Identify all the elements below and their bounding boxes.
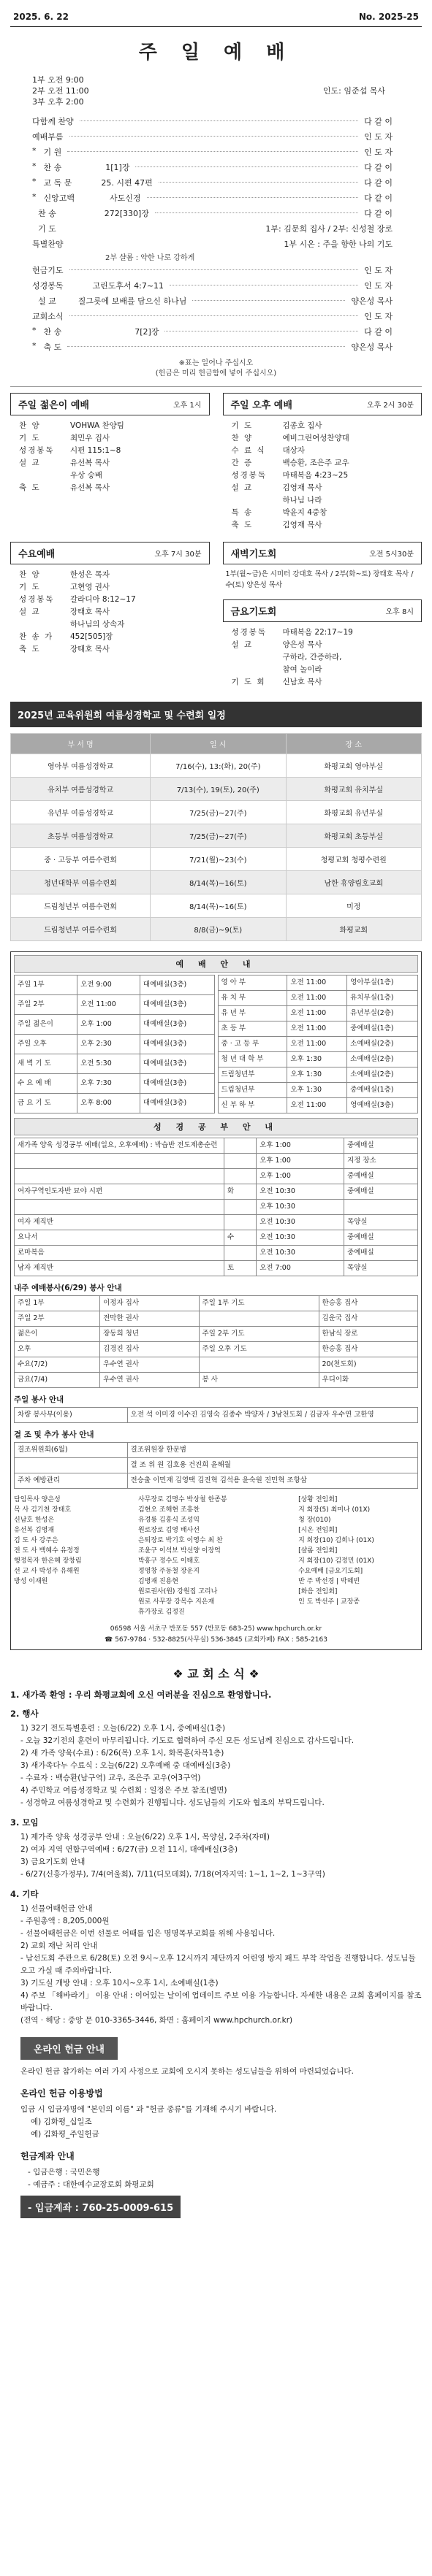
news-heading: 3. 모임 [10, 1817, 39, 1828]
service-time-3: 3부 오후 2:00 [32, 97, 84, 107]
account-title: 헌금계좌 안내 [20, 2151, 75, 2161]
table-row: 오후 1:00 중예배실 [15, 1169, 418, 1184]
table-row: 유치부 여름성경학교 7/13(수), 19(토), 20(주) 화평교회 유치부실 [11, 778, 422, 801]
table-row: 신 부 하 부 오전 11:00 영예배실(3층) [218, 1098, 418, 1113]
schedule-title: 2025년 교육위원회 여름성경학교 및 수련회 일정 [10, 702, 422, 727]
table-row: 중 · 고 등 부 오전 11:00 소예배실(2층) [218, 1037, 418, 1052]
table-row: 요나서 수 오전 10:30 중예배실 [15, 1230, 418, 1246]
order-item: * 기 원 인 도 자 [32, 145, 393, 157]
table-row: 금요(7/4) 우수연 권사 봉 사 우디이화 [15, 1373, 418, 1388]
news-heading: 1. 새가족 환영 : 우리 화평교회에 오신 여러분을 진심으로 환영합니다. [10, 1690, 272, 1700]
table-row: 유 년 부 오전 11:00 유년부실(2층) [218, 1006, 418, 1021]
study-guide-table [14, 1138, 418, 1276]
church-phone: ☎ 567-9784 · 532-8825(사무실) 536-3845 (교회카페) FAX : 585-2163 [105, 1636, 327, 1644]
table-row: 초 등 부 오전 11:00 중예배실(1층) [218, 1021, 418, 1037]
table-row: 차량 봉사부(이용) 오전 석 이미경 이수진 김영숙 김종수 박양자 / 3남천도회 / 김금자 우수연 고한영 [15, 1408, 418, 1423]
table-row: 결조위원회(6월) 결조위원장 한문범 [15, 1443, 418, 1458]
table-row: 주일 1부 이정자 집사 주일 1부 기도 한승홍 집사 [15, 1296, 418, 1311]
dawn-friday: 새벽기도회 오전 5시30분 1부(월~금)은 시미터 강대호 목사 / 2부(화~토) 장태호 목사 / 수(토) 양은성 목사 금요기도회 오후 8시 성경봉독 마태복음 22:17~19 설 교 양은성 목사 구하라, 간증하라, 참여 놀이라 기 도 회 신남호 목사 [223, 542, 422, 689]
online-how-title: 온라인 헌금 이용방법 [20, 2088, 103, 2098]
service-leader: 인도: 임준섭 목사 [322, 86, 385, 96]
guide-box [10, 951, 422, 1650]
wednesday-service: 수요예배 오후 7시 30분 찬 양 한성은 목자 기 도 고현영 권사 성경봉독 갈라디아 8:12~17 설 교 장태호 목사 하나님의 상속자 찬 송 가 452[505]장 축 도 장태호 목사 [10, 542, 210, 689]
table-row: 초등부 여름성경학교 7/25(금)~27(주) 화평교회 초등부실 [11, 824, 422, 848]
table-row: 청 년 대 학 부 오후 1:30 소예배실(2층) [218, 1052, 418, 1067]
table-row: 주일 젊은이 오후 1:00 대예배실(3층) [15, 1015, 215, 1035]
order-item: 특별찬양 1부 시온 : 주을 향한 나의 기도 [32, 239, 393, 249]
worship-notes: ※표는 일어나 주십시오 (헌금은 미리 헌금함에 넣어 주십시오) [155, 359, 277, 377]
order-item: 기 도 1부: 김문희 집사 / 2부: 신성철 장로 [38, 223, 393, 234]
online-intro: 온라인 헌금 참가하는 여러 가지 사정으로 교회에 오시지 못하는 성도님들을 위하여 마련되었습니다. [20, 2067, 354, 2076]
divider [10, 386, 422, 387]
staff-directory: 담임목사 양은성 목 사 김기천 장태호 신남호 한성은 유선복 김영재 김 도 사 강주은 전 도 사 백혜수 유정정 행정목자 한은혜 장창림 선 교 사 박성주 유해원 방성 이재원 사무장로 김명수 박상철 한종봉 김현오 조해현 조흥찬 유경룡 김홍식 조성익 원로장로 김영 배사선 은퇴장로 박기호 이영수 최 찬 조윤구 이석보 박선양 이장억 박홍구 정수도 이태호 정영창 주동철 장운지 김병재 진용현 원로권사(원) 강원집 고리나 원로 사무장 강목수 지은재 휴가장로 김정진 [상황 전임회] 지 회장(5) 최미나 (01X) 청 장(010) [시온 전임회] 지 회장(10) 김희나 (01X) [샬롬 전임회] 지 회장(10) 김정민 (01X) 수요예배 [금요기도회] 반 주 박선경 | 박혜빈 [화음 전임회] 인 도 박선주 | 교장종 [14, 1496, 374, 1616]
table-row: 수 요 예 배 오후 7:30 대예배실(3층) [15, 1074, 215, 1094]
church-address: 06598 서울 서초구 반포동 557 (반포동 683-25) www.hpchurch.or.kr [110, 1625, 322, 1633]
news-heading: 2. 행사 [10, 1709, 39, 1719]
order-item: 다함께 찬양 다 같 이 [32, 116, 393, 126]
service-time-1: 1부 오전 9:00 [32, 75, 84, 85]
account-holder: - 예금주 : 대한예수교장로회 화평교회 [28, 2180, 154, 2189]
online-offering: 온라인 헌금 안내 온라인 헌금 참가하는 여러 가지 사정으로 교회에 오시지 못하는 성도님들을 위하여 마련되었습니다. 온라인 헌금 이용방법 입금 시 입금자명에 "본인의 이름" 과 "헌금 종류"를 기재해 주시기 바랍니다. 예) 김화평_십일조 예) 김화평_주일헌금 헌금계좌 안내 - 입금은행 : 국민은행 - 예금주 : 대한예수교장로회 화평교회 - 입금계좌 : 760-25-0009-615 [10, 2027, 422, 2226]
news-title: ❖ 교 회 소 식 ❖ [173, 1667, 259, 1681]
page-title: 주 일 예 배 [138, 42, 294, 64]
ministry-table [14, 1407, 418, 1423]
schedule-table: 부 서 명 일 시 장 소 영아부 여름성경학교 7/16(수), 13:(화), 20(주) 화평교회 영아부실 유치부 여름성경학교 7/13(수), 19(토), 20(주) 화평교회 유치부실 유년부 여름성경학교 7/25(금)~27(주) 화평교회 유년부실 초등부 여름성경학교 7/25(금)~27(주) 화평교회 초등부실 중 · 고등부 여름수련회 7/21(월)~23(수) 청평교회 청평수련원 청년대학부 여름수련회 8/14(목)~16(토) 남한 휴양림호교회 드림청년부 여름수련회 8/14(목)~16(토) 미정 드림청년부 여름수련회 8/8(금)~9(토) 화평교회 [10, 733, 422, 941]
table-row: 남자 제직반 토 오전 7:00 목양실 [15, 1261, 418, 1276]
order-item: * 찬 송 7[2]장 다 같 이 [32, 325, 393, 337]
table-row: 유년부 여름성경학교 7/25(금)~27(주) 화평교회 유년부실 [11, 801, 422, 824]
online-offering-button[interactable]: 온라인 헌금 안내 [20, 2037, 118, 2060]
dawn-desc: 1부(월~금)은 시미터 강대호 목사 / 2부(화~토) 장태호 목사 / 수(토) 양은성 목사 [225, 570, 414, 589]
account-number: - 입금계좌 : 760-25-0009-615 [20, 2196, 181, 2218]
table-row: 청년대학부 여름수련회 8/14(목)~16(토) 남한 휴양림호교회 [11, 871, 422, 894]
table-row: 주일 오후 오후 2:30 대예배실(3층) [15, 1035, 215, 1054]
news-heading: 4. 기타 [10, 1889, 39, 1899]
table-row: 드림청년부 오후 1:30 중예배실(1층) [218, 1083, 418, 1098]
church-news: 1. 새가족 환영 : 우리 화평교회에 오신 여러분을 진심으로 환영합니다. 2. 행사 1) 32기 전도특별훈련 : 오늘(6/22) 오후 1시, 중예배실(1층) - 오늘 32기전의 훈련이 마무리됩니다. 기도로 협력하여 주신 모든 성도님께 진심으로 감사드립니다. 2) 새 가족 양육(수료) : 6/26(목) 오후 1시, 화목훈(차목1층) 3) 새가족다누 수료식 : 오늘(6/22) 오후예배 중 대예배실(3층) - 수료자 : 백승환(남구역) 교우, 조은주 교우(여3구역) 4) 주민학교 여름성경학교 및 수련회 : 일정은 주보 참조(별면) - 성경학교 여름성경학교 및 수련회가 진행됩니다. 성도님들의 기도와 협조의 부탁드립니다. 3. 모임 1) 제가족 양육 성경공부 안내 : 오늘(6/22) 오후 1시, 목양실, 2주차(자매) 2) 여자 지역 연합구역예배 : 6/27(금) 오전 11시, 대예배실(3층) 3) 금요기도회 안내 - 6/27(신흥가정부), 7/4(여울회), 7/11(디모데회), 7/18(여자지역: 1~1, 1~2, 1~3구역) 4. 기타 1) 선물어때헌금 안내 - 주원총액 : 8,205,000원 - 선물어때헌금은 이번 선물로 어때를 입은 명명목부교회를 위해 사용됩니다. 2) 교회 재난 처리 안내 - 남선도회 주관으로 6/28(토) 오전 9시~오후 12시까지 제단까지 어린영 방지 패드 부착 작업을 진행합니다. 성도님들 오고 가실 때 주의바랍니다. 3) 기도실 개방 안내 : 오후 10시~오후 1시, 소예배실(1층) 4) 주보 「해바라기」 이용 안내 : 이어있는 날이에 업데이트 주보 이용 가능합니다. 자세한 내용은 교회 홈페이지를 참조 바랍니다. (전역 · 해당 : 중앙 문 010-3365-3446, 화면 : 홈페이지 www.hpchurch.or.kr) [10, 1690, 422, 2025]
order-sub: 2부 샬롬 : 약한 나로 강하게 [105, 254, 195, 262]
finance-title: 결 조 및 추가 봉사 안내 [14, 1430, 94, 1439]
finance-table [14, 1442, 418, 1489]
duty-title: 내주 예배봉사(6/29) 봉사 안내 [14, 1284, 122, 1292]
worship-guide-title: 예 배 안 내 [14, 955, 418, 973]
worship-guide-left [14, 975, 215, 1113]
table-row: 중 · 고등부 여름수련회 7/21(월)~23(수) 청평교회 청평수련원 [11, 848, 422, 871]
table-row: 여자구역인도자반 묘야 시편 화 오전 10:30 중예배실 [15, 1184, 418, 1200]
bulletin-issue: No. 2025-25 [358, 12, 419, 22]
table-row: 유 치 부 오전 11:00 유치부실(1층) [218, 991, 418, 1006]
table-row: 오후 10:30 [15, 1200, 418, 1215]
duty-table [14, 1295, 418, 1388]
table-row: 로마복음 오전 10:30 중예배실 [15, 1246, 418, 1261]
worship-guide-right [218, 975, 419, 1113]
order-item: 성경봉독 고린도후서 4:7~11 인 도 자 [32, 280, 393, 291]
order-item: 찬 송 272[330]장 다 같 이 [38, 208, 393, 218]
study-guide-title: 성 경 공 부 안 내 [14, 1118, 418, 1135]
table-row: 영 아 부 오전 11:00 영아부실(1층) [218, 975, 418, 991]
table-row: 수요(7/2) 우수연 권사 20(천도회) [15, 1357, 418, 1373]
table-row: 영아부 여름성경학교 7/16(수), 13:(화), 20(주) 화평교회 영아부실 [11, 754, 422, 778]
table-row: 주차 예방관리 전승출 이민재 김영택 김진혁 김석용 윤숙원 진민혁 조항삼 [15, 1473, 418, 1489]
order-item: * 교 독 문 25. 시편 47편 다 같 이 [32, 176, 393, 188]
account-bank: - 입금은행 : 국민은행 [28, 2168, 100, 2177]
table-row: 젊은이 장동희 청년 주일 2부 기도 한남식 장로 [15, 1327, 418, 1342]
afternoon-service: 주일 오후 예배 오후 2시 30분 기 도 김종호 집사 찬 양 예비그린여성찬양대 수 료 식 대상자 간 증 백승환, 조은주 교우 성경봉독 마태복음 4:23~25 설 교 김영재 목사 하나님 나라 특 송 박윤지 4중창 축 도 김영재 목사 [223, 393, 422, 532]
table-row: 드림청년부 오후 1:30 소예배실(2층) [218, 1067, 418, 1083]
table-row: 금 요 기 도 오후 8:00 대예배실(3층) [15, 1094, 215, 1113]
order-item: 예배부름 인 도 자 [32, 131, 393, 142]
online-how: 입금 시 입금자명에 "본인의 이름" 과 "헌금 종류"를 기재해 주시기 바랍니다. [20, 2105, 277, 2114]
ministry-title: 주일 봉사 안내 [14, 1395, 64, 1404]
service-time-2: 2부 오전 11:00 [32, 86, 89, 96]
table-row: 새가족 양육 성경공부 예배(일요, 오후예배) : 박습반 전도제총순련 오후 1:00 중예배실 [15, 1138, 418, 1154]
table-row: 새 벽 기 도 오전 5:30 대예배실(3층) [15, 1054, 215, 1074]
bulletin-date: 2025. 6. 22 [13, 12, 69, 22]
table-row: 주일 1부 오전 9:00 대예배실(3층) [15, 975, 215, 995]
weekday-services [10, 542, 422, 689]
order-of-worship [10, 110, 422, 354]
table-row: 드림청년부 여름수련회 8/8(금)~9(토) 화평교회 [11, 918, 422, 941]
order-item: * 신앙고백 사도신경 다 같 이 [32, 191, 393, 203]
order-item: * 축 도 양은성 목사 [32, 340, 393, 352]
youth-service: 주일 젊은이 예배 오후 1시 찬 양 VOHWA 찬양팀 기 도 최민우 집사 성경봉독 시편 115:1~8 설 교 유선복 목사 우상 숭배 축 도 유선복 목사 [10, 393, 210, 532]
service-times [10, 70, 422, 110]
order-item: 헌금기도 인 도 자 [32, 265, 393, 275]
order-item: 교회소식 인 도 자 [32, 311, 393, 321]
table-row: 오후 1:00 지정 장소 [15, 1154, 418, 1169]
bulletin-header [10, 10, 422, 27]
table-row: 드림청년부 여름수련회 8/14(목)~16(토) 미정 [11, 894, 422, 918]
table-row: 여자 제직반 오전 10:30 목양실 [15, 1215, 418, 1230]
table-row: 주일 2부 오전 11:00 대예배실(3층) [15, 995, 215, 1015]
order-item: 설 교 질그릇에 보배를 담으신 하나님 양은성 목사 [38, 296, 393, 306]
table-row: 오후 김경진 집사 주일 오후 기도 한승홍 집사 [15, 1342, 418, 1357]
table-row: 결 조 위 원 김호용 건진희 윤해월 [15, 1458, 418, 1473]
table-row: 주일 2부 전막한 권사 김운국 집사 [15, 1311, 418, 1327]
afternoon-services [10, 393, 422, 532]
order-item: * 찬 송 1[1]장 다 같 이 [32, 161, 393, 172]
